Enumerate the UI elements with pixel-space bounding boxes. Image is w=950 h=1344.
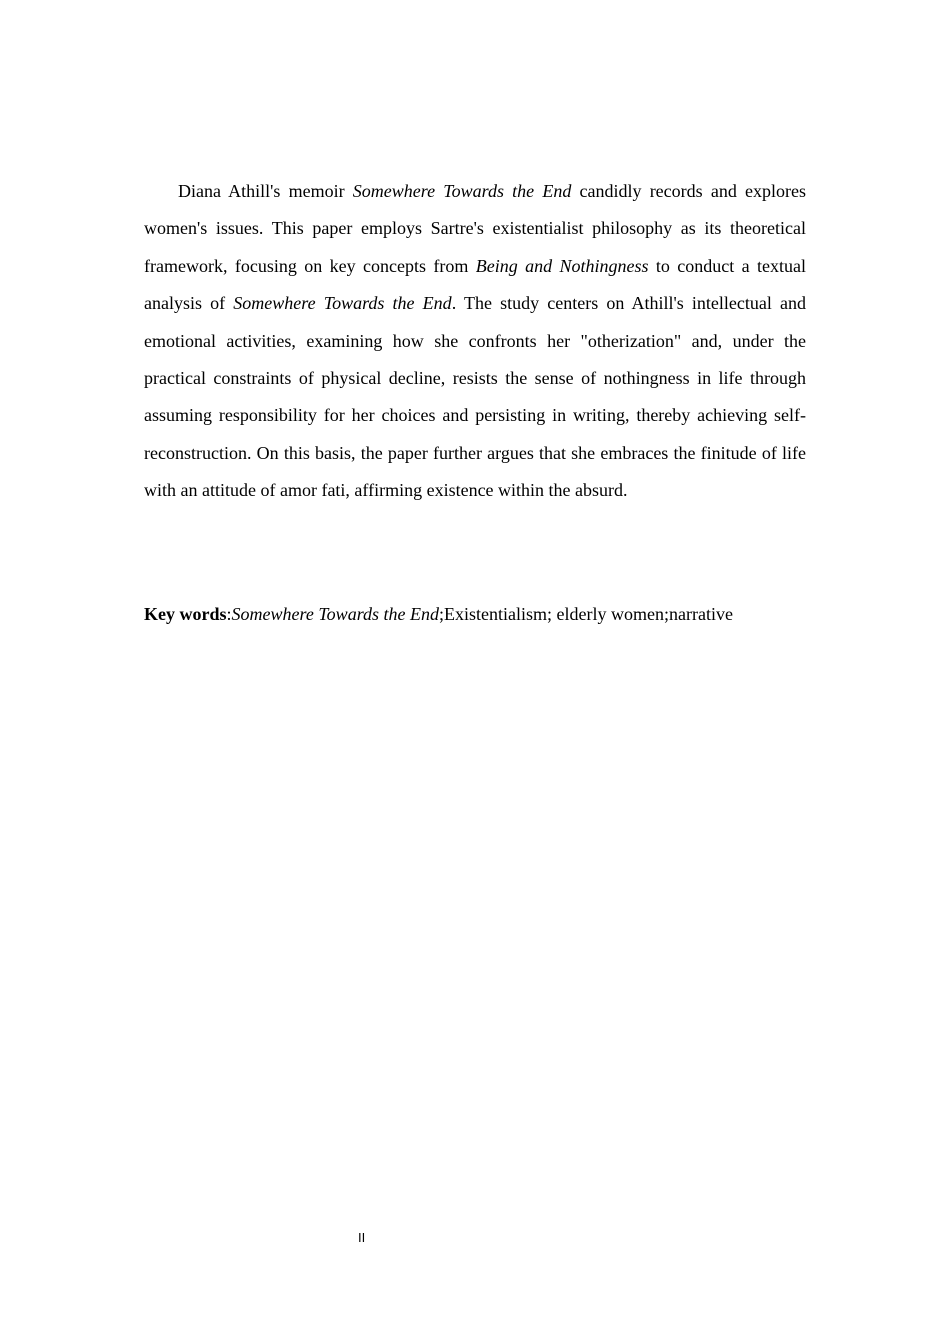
page-number: II (358, 1230, 366, 1245)
keywords-label: Key words (144, 604, 227, 624)
abstract-text: candidly records and explores women's issues. This paper employs Sartre's existentialist philosophy as its theoretical framework, focusing on key concepts from (144, 181, 806, 276)
book-title: Somewhere Towards the End (352, 181, 572, 201)
keywords-separator: : (226, 604, 232, 624)
abstract-text: to conduct a textual analysis of (144, 255, 806, 314)
book-title: Being and Nothingness (475, 255, 649, 276)
keyword-book-title: Somewhere Towards the End (231, 604, 440, 624)
book-title: Somewhere Towards the End (233, 293, 452, 314)
keywords-line (144, 596, 806, 633)
abstract-text: Diana Athill's memoir (178, 181, 353, 201)
keywords-list: ;Existentialism; elderly women;narrative (439, 604, 733, 624)
abstract-text: . The study centers on Athill's intellectual and emotional activities, examining how she confronts her "otherization" and, under the practical constraints of physical decline, resists the sense of nothingness in life through assuming responsibility for her choices and persisting in writing, thereby achieving self-reconstruction. On this basis, the paper further argues that she embraces the finitude of life with an attitude of amor fati, affirming existence within the absurd. (144, 293, 806, 501)
abstract-paragraph (144, 173, 806, 510)
